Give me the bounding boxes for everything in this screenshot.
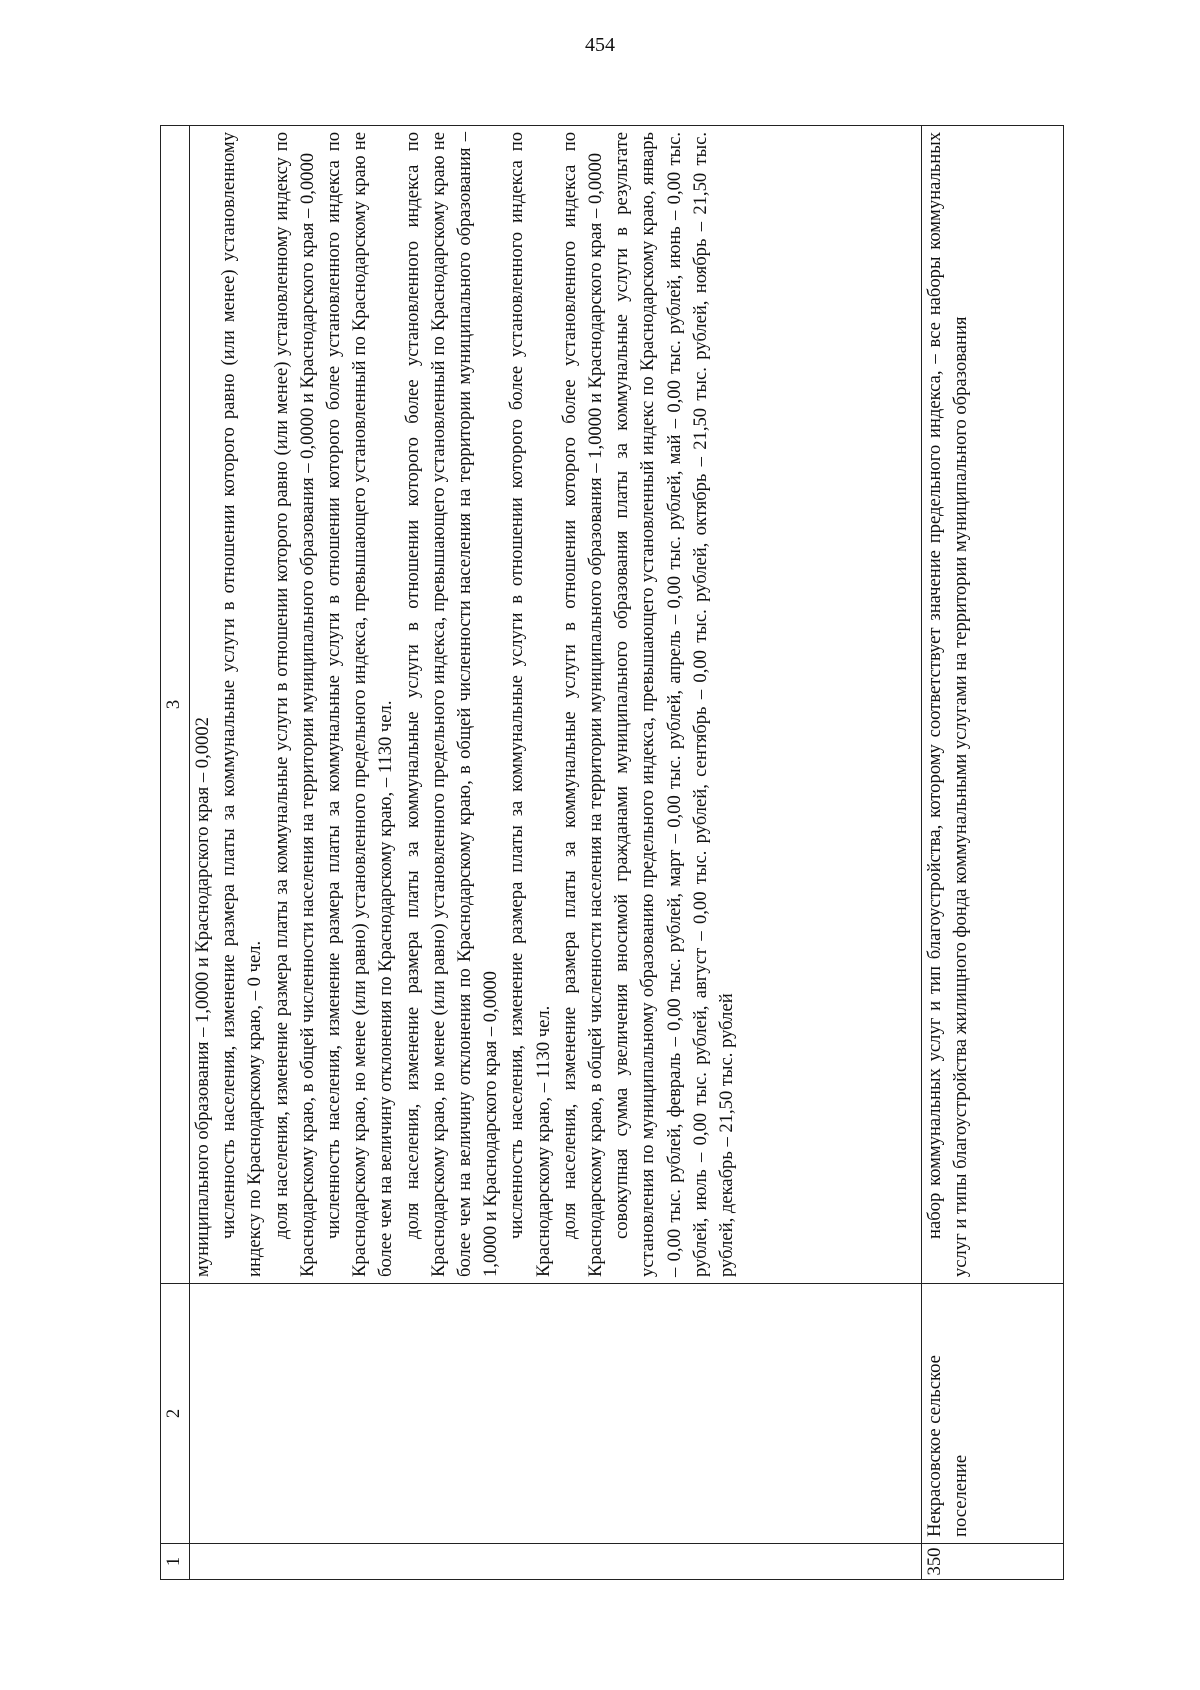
paragraph: совокупная сумма увеличения вносимой гражданами муниципального образования платы за коммунальные услуги в результате установления по муниципальному образованию предельного индекса, превышающего установленный индекс по Краснодарскому краю, январь – 0,00 тыс. рублей, февраль – 0,00 тыс. рублей, март – 0,00 тыс. рублей, апрель – 0,00 тыс. рублей, май – 0,00 тыс. рублей, июнь – 0,00 тыс. рублей, июль – 0,00 тыс. рублей, август – 0,00 тыс. рублей, сентябрь – 0,00 тыс. рублей, октябрь – 21,50 тыс. рублей, ноябрь – 21,50 тыс. рублей, декабрь – 21,50 тыс. рублей [611, 132, 738, 1277]
page-number: 454 [585, 34, 615, 56]
paragraph: численность населения, изменение размера платы за коммунальные услуги в отношении которого равно (или менее) установленному индексу по Краснодарскому краю, – 0 чел. [218, 132, 266, 1277]
paragraph: численность населения, изменение размера платы за коммунальные услуги в отношении которого более установленного индекса по Краснодарскому краю, – 1130 чел. [506, 132, 554, 1277]
row-text-cell [922, 126, 1064, 1284]
table-row-continuation [190, 126, 922, 1580]
row-text-cell [190, 126, 922, 1284]
paragraph: доля населения, изменение размера платы за коммунальные услуги в отношении которого более установленного индекса по Краснодарскому краю, в общей численности населения на территории муниципального образования – 1,0000 и Краснодарского края – 0,0000 [558, 132, 607, 1277]
paragraph: набор коммунальных услуг и тип благоустройства, которому соответствует значение предельного индекса, – все наборы коммунальных услуг и типы благоустройства жилищного фонда коммунальными услугами на территории муниципального образования [924, 132, 972, 1277]
paragraph: доля населения, изменение размера платы за коммунальные услуги в отношении которого равно (или менее) установленному индексу по Краснодарскому краю, в общей численности населения на территории муниципального образования – 0,0000 и Краснодарского края – 0,0000 [270, 132, 318, 1277]
column-number-row [161, 126, 190, 1580]
row-name-cell [190, 1284, 922, 1544]
row-number-cell: 350 [922, 1544, 1064, 1580]
column-number-2: 2 [161, 1284, 190, 1544]
rotated-table-wrapper [160, 125, 1064, 1580]
column-number-3: 3 [161, 126, 190, 1284]
document-table [160, 125, 1064, 1580]
column-number-1: 1 [161, 1544, 190, 1580]
paragraph: численность населения, изменение размера платы за коммунальные услуги в отношении которого более установленного индекса по Краснодарскому краю, но менее (или равно) установленного предельного индекса, превышающего установленный по Краснодарскому краю не более чем на величину отклонения по Краснодарскому краю, – 1130 чел. [323, 132, 397, 1277]
paragraph: доля населения, изменение размера платы за коммунальные услуги в отношении которого более установленного индекса по Краснодарскому краю, но менее (или равно) установленного предельного индекса, превышающего установленный по Краснодарскому краю не более чем на величину отклонения по Краснодарскому краю, в общей численности населения на территории муниципального образования – 1,0000 и Краснодарского края – 0,0000 [401, 132, 502, 1277]
paragraph: муниципального образования – 1,0000 и Краснодарского края – 0,0002 [192, 717, 213, 1277]
row-number-cell [190, 1544, 922, 1580]
table-row-350 [922, 126, 1064, 1580]
row-name-cell: Некрасовское сельское поселение [922, 1284, 1064, 1544]
